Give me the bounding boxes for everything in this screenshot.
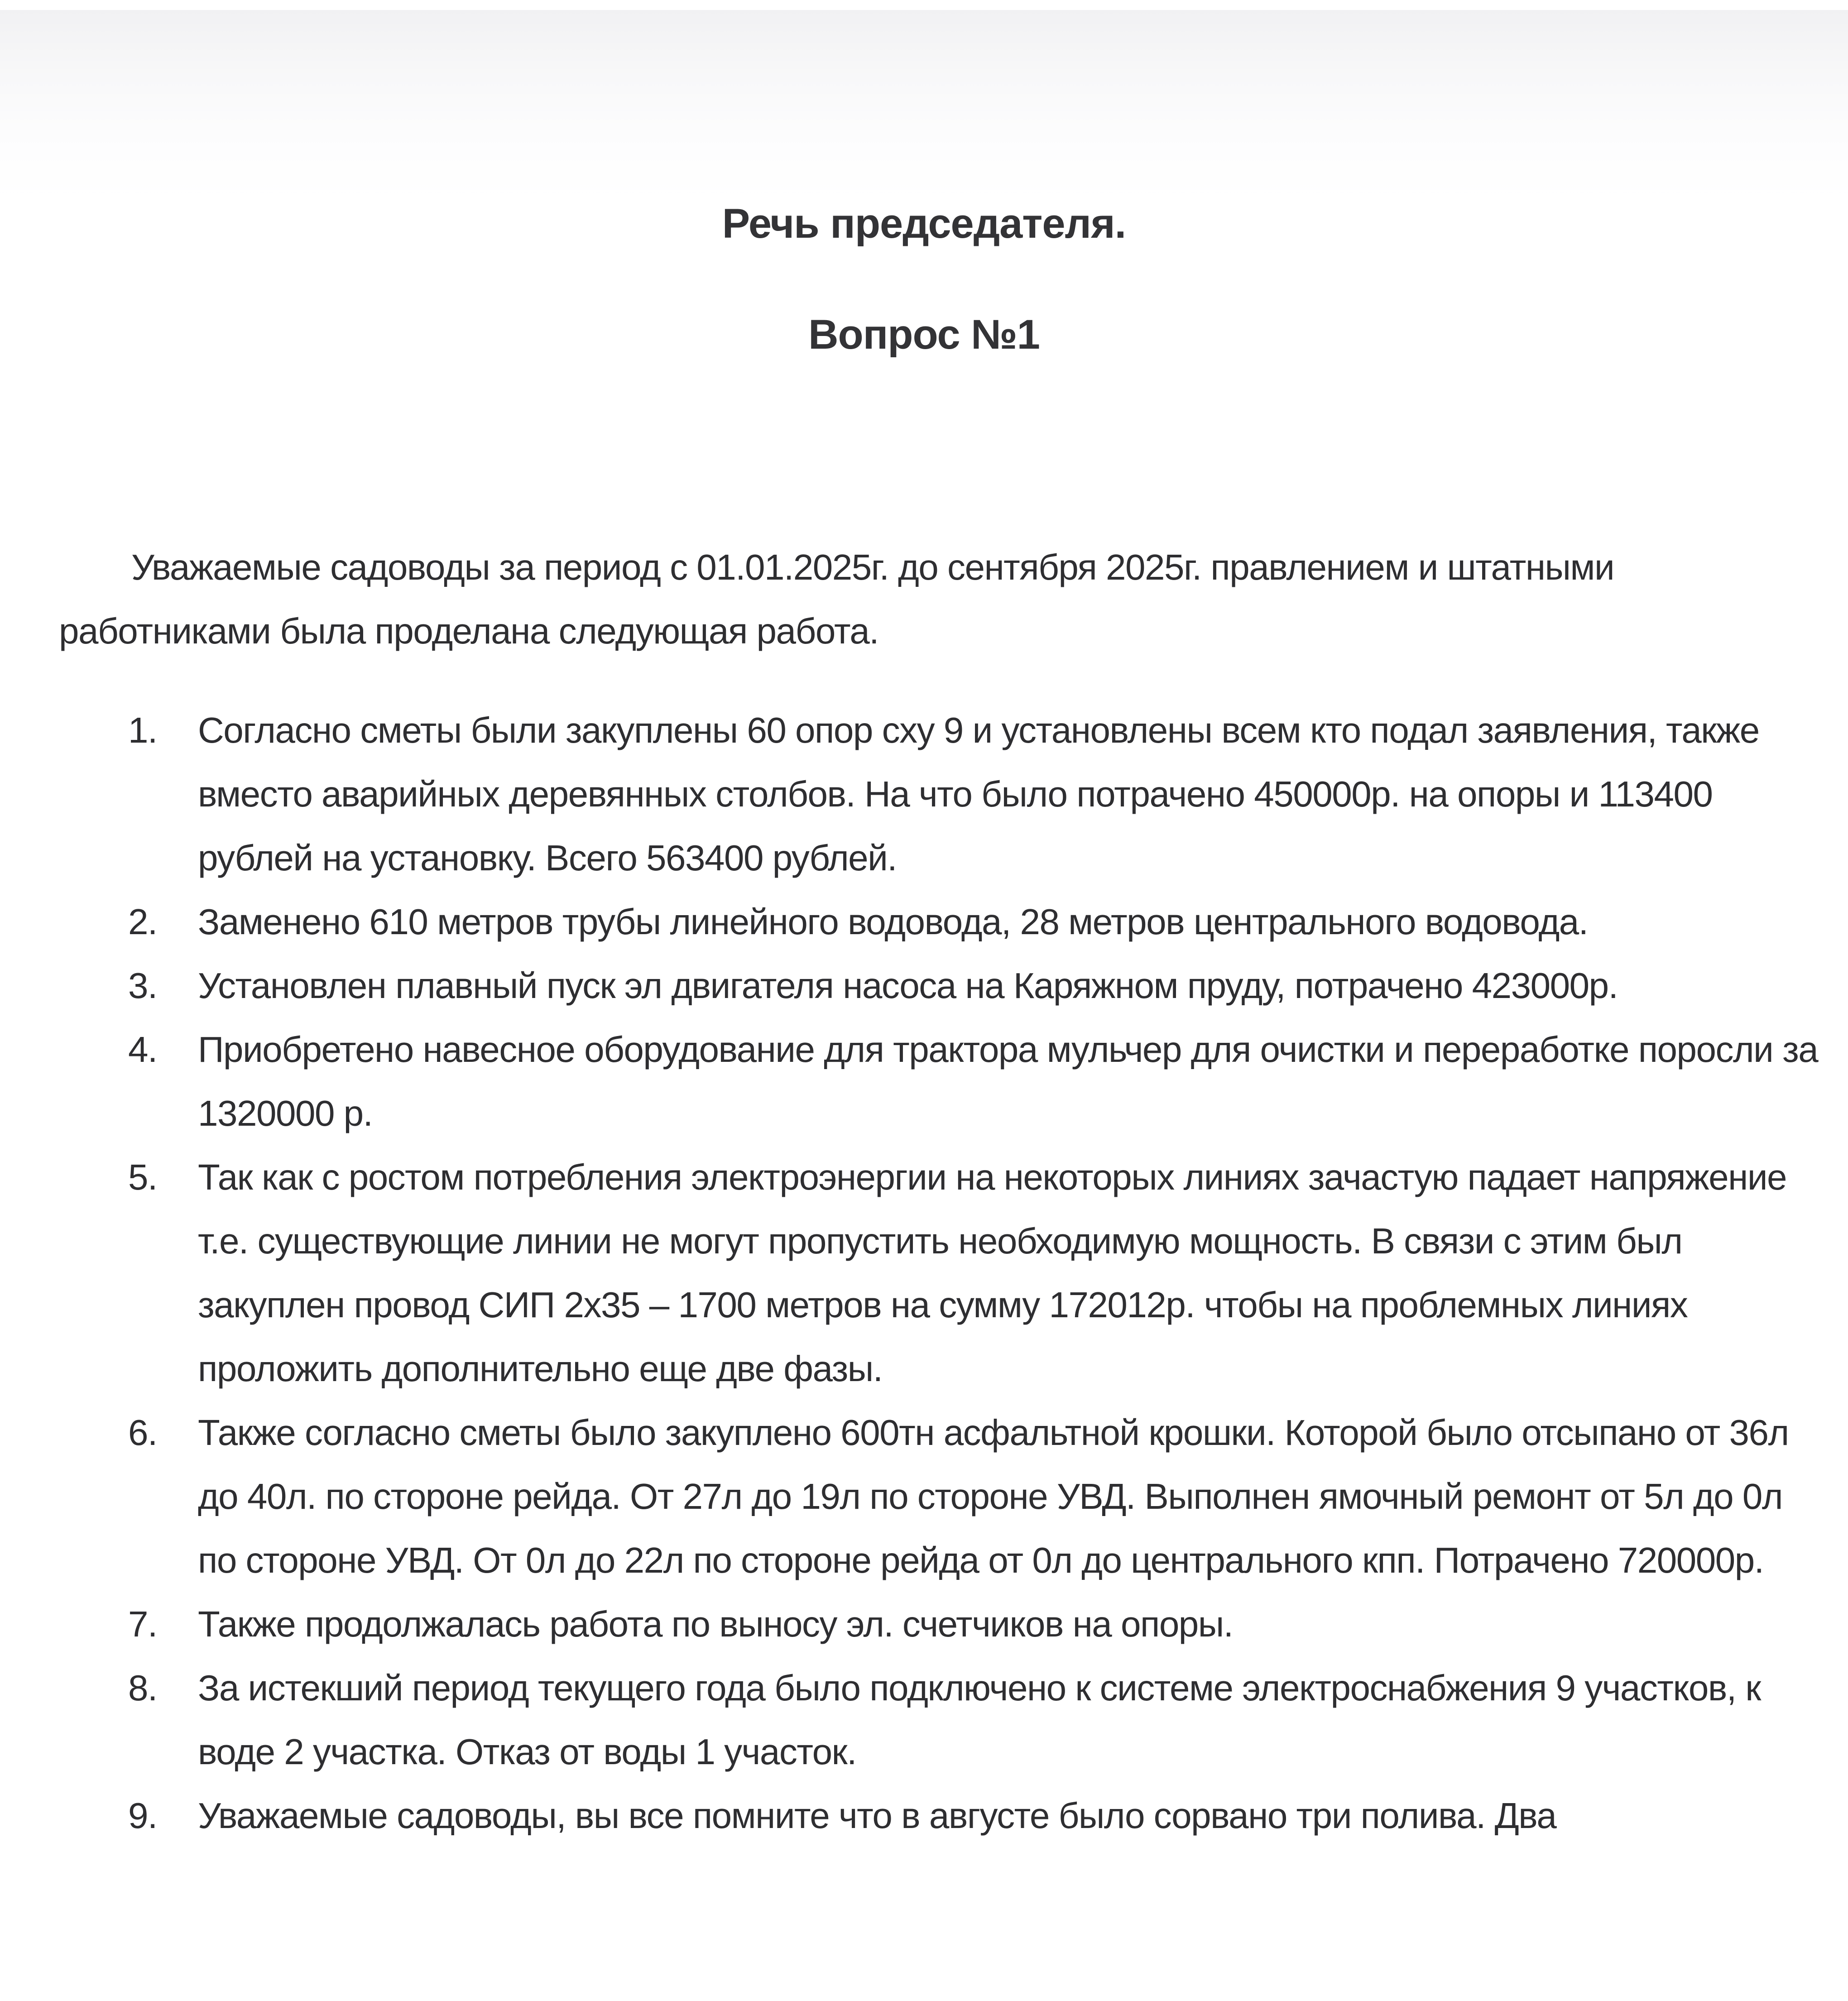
- list-item: [0, 1592, 1828, 1656]
- list-item: [0, 890, 1828, 954]
- item-number: 4.: [128, 1029, 157, 1070]
- document-title: Речь председателя.: [722, 201, 1126, 247]
- work-items-list: [0, 698, 1848, 1847]
- item-number: 8.: [128, 1668, 157, 1708]
- item-text: Также продолжалась работа по выносу эл. счетчиков на опоры.: [198, 1604, 1233, 1644]
- item-text: Приобретено навесное оборудование для трактора мульчер для очистки и переработке поросли за 1320000 р.: [198, 1029, 1818, 1133]
- item-text: За истекший период текущего года было подключено к системе электроснабжения 9 участков, к воде 2 участка. Отказ от воды 1 участок.: [198, 1668, 1761, 1772]
- list-item: [0, 1145, 1828, 1401]
- item-number: 1.: [128, 710, 157, 750]
- scan-top-margin: [0, 0, 1848, 10]
- item-number: 7.: [128, 1604, 157, 1644]
- item-text: Установлен плавный пуск эл двигателя насоса на Каряжном пруду, потрачено 423000р.: [198, 965, 1618, 1006]
- item-text: Так как с ростом потребления электроэнергии на некоторых линиях зачастую падает напряжение т.е. существующие линии не могут пропустить необходимую мощность. В связи с этим был закуплен провод СИП 2х35 – 1700 метров на сумму 172012р. чтобы на проблемных линиях проложить дополнительно еще две фазы.: [198, 1157, 1787, 1389]
- item-number: 3.: [128, 965, 157, 1006]
- intro-paragraph: Уважаемые садоводы за период с 01.01.2025г. до сентября 2025г. правлением и штатными работниками была проделана следующая работа.: [59, 547, 1614, 651]
- item-number: 5.: [128, 1157, 157, 1197]
- list-item: [0, 1017, 1828, 1145]
- item-text: Уважаемые садоводы, вы все помните что в августе было сорвано три полива. Два: [198, 1795, 1556, 1836]
- list-item: [0, 1401, 1828, 1592]
- list-item: [0, 1656, 1828, 1784]
- item-text: Также согласно сметы было закуплено 600тн асфальтной крошки. Которой было отсыпано от 36л до 40л. по стороне рейда. От 27л до 19л по стороне УВД. Выполнен ямочный ремонт от 5л до 0л по стороне УВД. От 0л до 22л по стороне рейда от 0л до центрального кпп. Потрачено 720000р.: [198, 1412, 1789, 1580]
- item-text: Заменено 610 метров трубы линейного водовода, 28 метров центрального водовода.: [198, 902, 1588, 942]
- document-subtitle: Вопрос №1: [808, 312, 1040, 358]
- list-item: [0, 1784, 1828, 1847]
- item-text: Согласно сметы были закуплены 60 опор сху 9 и установлены всем кто подал заявления, также вместо аварийных деревянных столбов. На что было потрачено 450000р. на опоры и 113400 рублей на установку. Всего 563400 рублей.: [198, 710, 1759, 878]
- list-item: [0, 698, 1828, 890]
- scanned-page: [0, 10, 1848, 2001]
- item-number: 6.: [128, 1412, 157, 1453]
- item-number: 9.: [128, 1795, 157, 1836]
- item-number: 2.: [128, 902, 157, 942]
- list-item: [0, 954, 1828, 1017]
